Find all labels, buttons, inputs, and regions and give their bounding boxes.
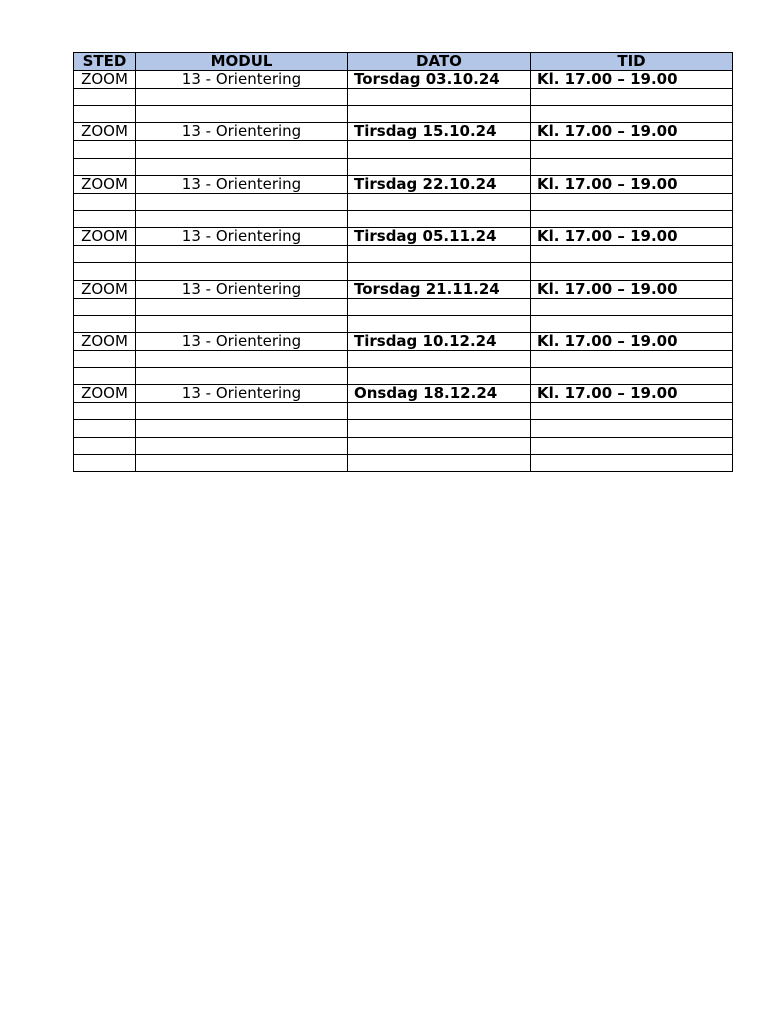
cell-dato: [348, 315, 531, 332]
cell-modul: [136, 454, 348, 471]
cell-tid: Kl. 17.00 – 19.00: [531, 175, 733, 193]
cell-dato: [348, 437, 531, 454]
cell-dato: Tirsdag 05.11.24: [348, 228, 531, 246]
cell-dato: Torsdag 21.11.24: [348, 280, 531, 298]
cell-sted: [74, 315, 136, 332]
table-row: [74, 298, 733, 315]
cell-tid: [531, 350, 733, 367]
table-row: [74, 437, 733, 454]
cell-dato: Onsdag 18.12.24: [348, 385, 531, 403]
cell-sted: ZOOM: [74, 175, 136, 193]
cell-tid: [531, 454, 733, 471]
cell-tid: Kl. 17.00 – 19.00: [531, 228, 733, 246]
cell-dato: [348, 193, 531, 210]
cell-dato: [348, 420, 531, 437]
cell-dato: [348, 246, 531, 263]
cell-sted: ZOOM: [74, 228, 136, 246]
cell-tid: [531, 315, 733, 332]
cell-dato: [348, 350, 531, 367]
cell-modul: [136, 315, 348, 332]
cell-tid: [531, 158, 733, 175]
cell-tid: Kl. 17.00 – 19.00: [531, 71, 733, 89]
cell-sted: [74, 106, 136, 123]
table-row: [74, 332, 733, 350]
cell-tid: [531, 246, 733, 263]
cell-tid: [531, 141, 733, 158]
cell-modul: [136, 403, 348, 420]
cell-dato: Tirsdag 22.10.24: [348, 175, 531, 193]
cell-modul: [136, 210, 348, 227]
cell-dato: [348, 89, 531, 106]
cell-dato: [348, 106, 531, 123]
cell-tid: [531, 263, 733, 280]
cell-sted: [74, 298, 136, 315]
cell-sted: [74, 158, 136, 175]
cell-tid: Kl. 17.00 – 19.00: [531, 332, 733, 350]
cell-sted: [74, 437, 136, 454]
cell-tid: [531, 106, 733, 123]
cell-sted: ZOOM: [74, 123, 136, 141]
cell-modul: [136, 106, 348, 123]
cell-dato: Torsdag 03.10.24: [348, 71, 531, 89]
table-row: [74, 89, 733, 106]
cell-modul: [136, 420, 348, 437]
cell-tid: [531, 298, 733, 315]
table-row: [74, 315, 733, 332]
table-row: [74, 454, 733, 471]
table-row: [74, 246, 733, 263]
cell-sted: [74, 193, 136, 210]
table-row: [74, 350, 733, 367]
cell-modul: 13 - Orientering: [136, 332, 348, 350]
cell-modul: 13 - Orientering: [136, 280, 348, 298]
cell-tid: Kl. 17.00 – 19.00: [531, 123, 733, 141]
cell-modul: [136, 350, 348, 367]
cell-sted: [74, 246, 136, 263]
header-modul: MODUL: [136, 53, 348, 71]
cell-modul: [136, 141, 348, 158]
cell-sted: ZOOM: [74, 385, 136, 403]
cell-modul: 13 - Orientering: [136, 71, 348, 89]
cell-modul: [136, 263, 348, 280]
cell-sted: [74, 454, 136, 471]
schedule-body: [74, 71, 733, 472]
table-row: [74, 106, 733, 123]
cell-sted: [74, 263, 136, 280]
cell-modul: 13 - Orientering: [136, 175, 348, 193]
cell-dato: Tirsdag 15.10.24: [348, 123, 531, 141]
table-row: [74, 175, 733, 193]
cell-modul: [136, 298, 348, 315]
table-row: [74, 263, 733, 280]
header-row: [74, 53, 733, 71]
cell-dato: [348, 454, 531, 471]
cell-modul: 13 - Orientering: [136, 228, 348, 246]
cell-tid: [531, 193, 733, 210]
table-row: [74, 228, 733, 246]
header-tid: TID: [531, 53, 733, 71]
cell-modul: [136, 437, 348, 454]
cell-tid: [531, 368, 733, 385]
cell-modul: 13 - Orientering: [136, 123, 348, 141]
cell-dato: [348, 141, 531, 158]
table-row: [74, 71, 733, 89]
table-row: [74, 420, 733, 437]
table-row: [74, 210, 733, 227]
cell-sted: [74, 141, 136, 158]
cell-dato: [348, 298, 531, 315]
cell-modul: [136, 246, 348, 263]
cell-dato: [348, 403, 531, 420]
cell-modul: [136, 158, 348, 175]
cell-modul: [136, 368, 348, 385]
cell-dato: [348, 263, 531, 280]
cell-dato: [348, 210, 531, 227]
table-row: [74, 403, 733, 420]
table-row: [74, 141, 733, 158]
header-dato: DATO: [348, 53, 531, 71]
schedule-table: [73, 52, 733, 472]
cell-sted: [74, 368, 136, 385]
table-row: [74, 193, 733, 210]
table-row: [74, 385, 733, 403]
table-row: [74, 368, 733, 385]
cell-sted: ZOOM: [74, 71, 136, 89]
cell-sted: [74, 420, 136, 437]
table-row: [74, 158, 733, 175]
cell-dato: [348, 368, 531, 385]
cell-modul: [136, 193, 348, 210]
table-row: [74, 123, 733, 141]
cell-sted: [74, 403, 136, 420]
header-sted: STED: [74, 53, 136, 71]
cell-tid: [531, 403, 733, 420]
cell-tid: [531, 89, 733, 106]
cell-sted: ZOOM: [74, 332, 136, 350]
cell-modul: 13 - Orientering: [136, 385, 348, 403]
cell-tid: [531, 420, 733, 437]
cell-tid: [531, 210, 733, 227]
cell-tid: [531, 437, 733, 454]
table-row: [74, 280, 733, 298]
cell-sted: [74, 89, 136, 106]
cell-sted: [74, 210, 136, 227]
cell-tid: Kl. 17.00 – 19.00: [531, 385, 733, 403]
cell-modul: [136, 89, 348, 106]
cell-sted: [74, 350, 136, 367]
cell-dato: [348, 158, 531, 175]
cell-dato: Tirsdag 10.12.24: [348, 332, 531, 350]
cell-tid: Kl. 17.00 – 19.00: [531, 280, 733, 298]
cell-sted: ZOOM: [74, 280, 136, 298]
